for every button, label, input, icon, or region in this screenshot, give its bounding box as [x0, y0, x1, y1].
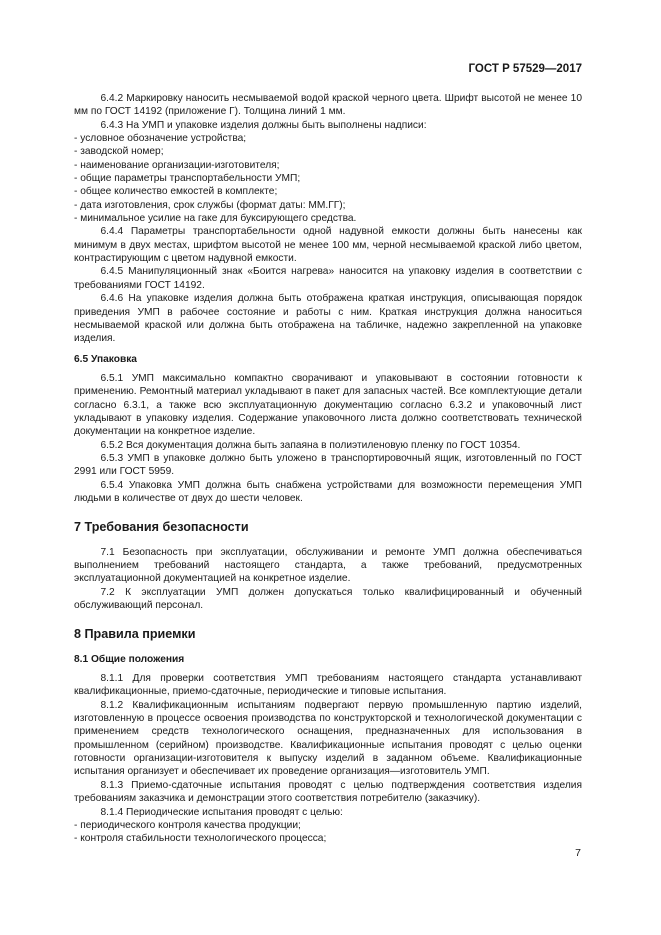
paragraph-7-1: 7.1 Безопасность при эксплуатации, обслуживании и ремонте УМП должна обеспечиваться выполнением требований настоящего стандарта, а также требований, предусмотренных эксплуатационной документацией на конкретное изделие.: [74, 546, 582, 585]
section-heading-8-1: 8.1 Общие положения: [74, 653, 185, 665]
list-item: - минимальное усилие на гаке для буксирующего средства.: [74, 213, 357, 225]
list-item: - наименование организации-изготовителя;: [74, 159, 280, 171]
paragraph-6-4-2: 6.4.2 Маркировку наносить несмываемой водой краской черного цвета. Шрифт высотой не менее 10 мм по ГОСТ 14192 (приложение Г). Толщина линий 1 мм.: [74, 93, 582, 118]
list-item: - периодического контроля качества продукции;: [74, 819, 301, 831]
paragraph-8-1-2: 8.1.2 Квалификационным испытаниям подвергают первую промышленную партию изделий, изготовленную в процессе освоения производства по конструкторской и технологической документации с применением средств технологического оснащения, предназначенных для использования в промышленном (серийном) производстве. Квалификационные испытания проводят с целью оценки готовности организации-изготовителя к выпуску изделий в заданном объеме. Квалификационные испытания организует и обеспечивает их проведение организация—изготовитель УМП.: [74, 699, 582, 778]
paragraph-8-1-1: 8.1.1 Для проверки соответствия УМП требованиям настоящего стандарта устанавливают квалификационные, приемо-сдаточные, периодические и типовые испытания.: [74, 673, 582, 698]
paragraph-6-4-3: 6.4.3 На УМП и упаковке изделия должны быть выполнены надписи:: [100, 119, 427, 131]
paragraph-6-4-5: 6.4.5 Манипуляционный знак «Боится нагрева» наносится на упаковку изделия в соответствии с требованиями ГОСТ 14192.: [74, 266, 582, 291]
list-item: - общие параметры транспортабельности УМП;: [74, 173, 301, 185]
list-item: - общее количество емкостей в комплекте;: [74, 186, 278, 198]
section-heading-7: 7 Требования безопасности: [74, 520, 249, 535]
paragraph-8-1-3: 8.1.3 Приемо-сдаточные испытания проводят с целью подтверждения соответствия изделия требованиям заказчика и демонстрации этого соответствия потребителю (заказчику).: [74, 779, 582, 805]
paragraph-6-4-6: 6.4.6 На упаковке изделия должна быть отображена краткая инструкция, описывающая порядок приведения УМП в рабочее состояние и работы с ним. Краткая инструкция должна наноситься несмываемой краской или должна быть отображена на табличке, надежно закрепленной на упаковке изделия.: [74, 293, 582, 345]
paragraph-6-5-3: 6.5.3 УМП в упаковке должно быть уложено в транспортировочный ящик, изготовленный по ГОСТ 2991 или ГОСТ 5959.: [74, 452, 582, 478]
paragraph-6-4-4: 6.4.4 Параметры транспортабельности одной надувной емкости должны быть нанесены как минимум в двух местах, шрифтом высотой не менее 100 мм, черной несмываемой краской либо цветом, контрастирующим с цветом надувной емкости.: [74, 226, 582, 265]
paragraph-6-5-1: 6.5.1 УМП максимально компактно сворачивают и упаковывают в состоянии готовности к применению. Ремонтный материал укладывают в пакет для запасных частей. Все комплектующие детали согласно 6.3.1, а также всю эксплуатационную документацию согласно 6.3.2 и упаковочный лист укладывают в упаковку изделия. Содержание упаковочного листа должно соответствовать технической документации на конкретное изделие.: [74, 372, 582, 438]
page-number: 7: [575, 847, 581, 859]
paragraph-8-1-4: 8.1.4 Периодические испытания проводят с целью:: [100, 806, 343, 818]
list-item: - условное обозначение устройства;: [74, 133, 247, 145]
list-item: - дата изготовления, срок службы (формат даты: ММ.ГГ);: [74, 199, 346, 211]
list-item: - контроля стабильности технологического процесса;: [74, 833, 327, 845]
list-item: - заводской номер;: [74, 146, 164, 158]
paragraph-6-5-4: 6.5.4 Упаковка УМП должна быть снабжена устройствами для возможности перемещения УМП людьми в количестве от двух до шести человек.: [74, 479, 582, 504]
paragraph-7-2: 7.2 К эксплуатации УМП должен допускаться только квалифицированный и обученный обслуживающий персонал.: [74, 586, 582, 612]
section-heading-6-5: 6.5 Упаковка: [74, 353, 137, 365]
page-body: [74, 92, 582, 846]
section-heading-8: 8 Правила приемки: [74, 627, 196, 642]
paragraph-6-5-2: 6.5.2 Вся документация должна быть запаяна в полиэтиленовую пленку по ГОСТ 10354.: [100, 439, 521, 451]
standard-header: ГОСТ Р 57529—2017: [468, 63, 582, 75]
